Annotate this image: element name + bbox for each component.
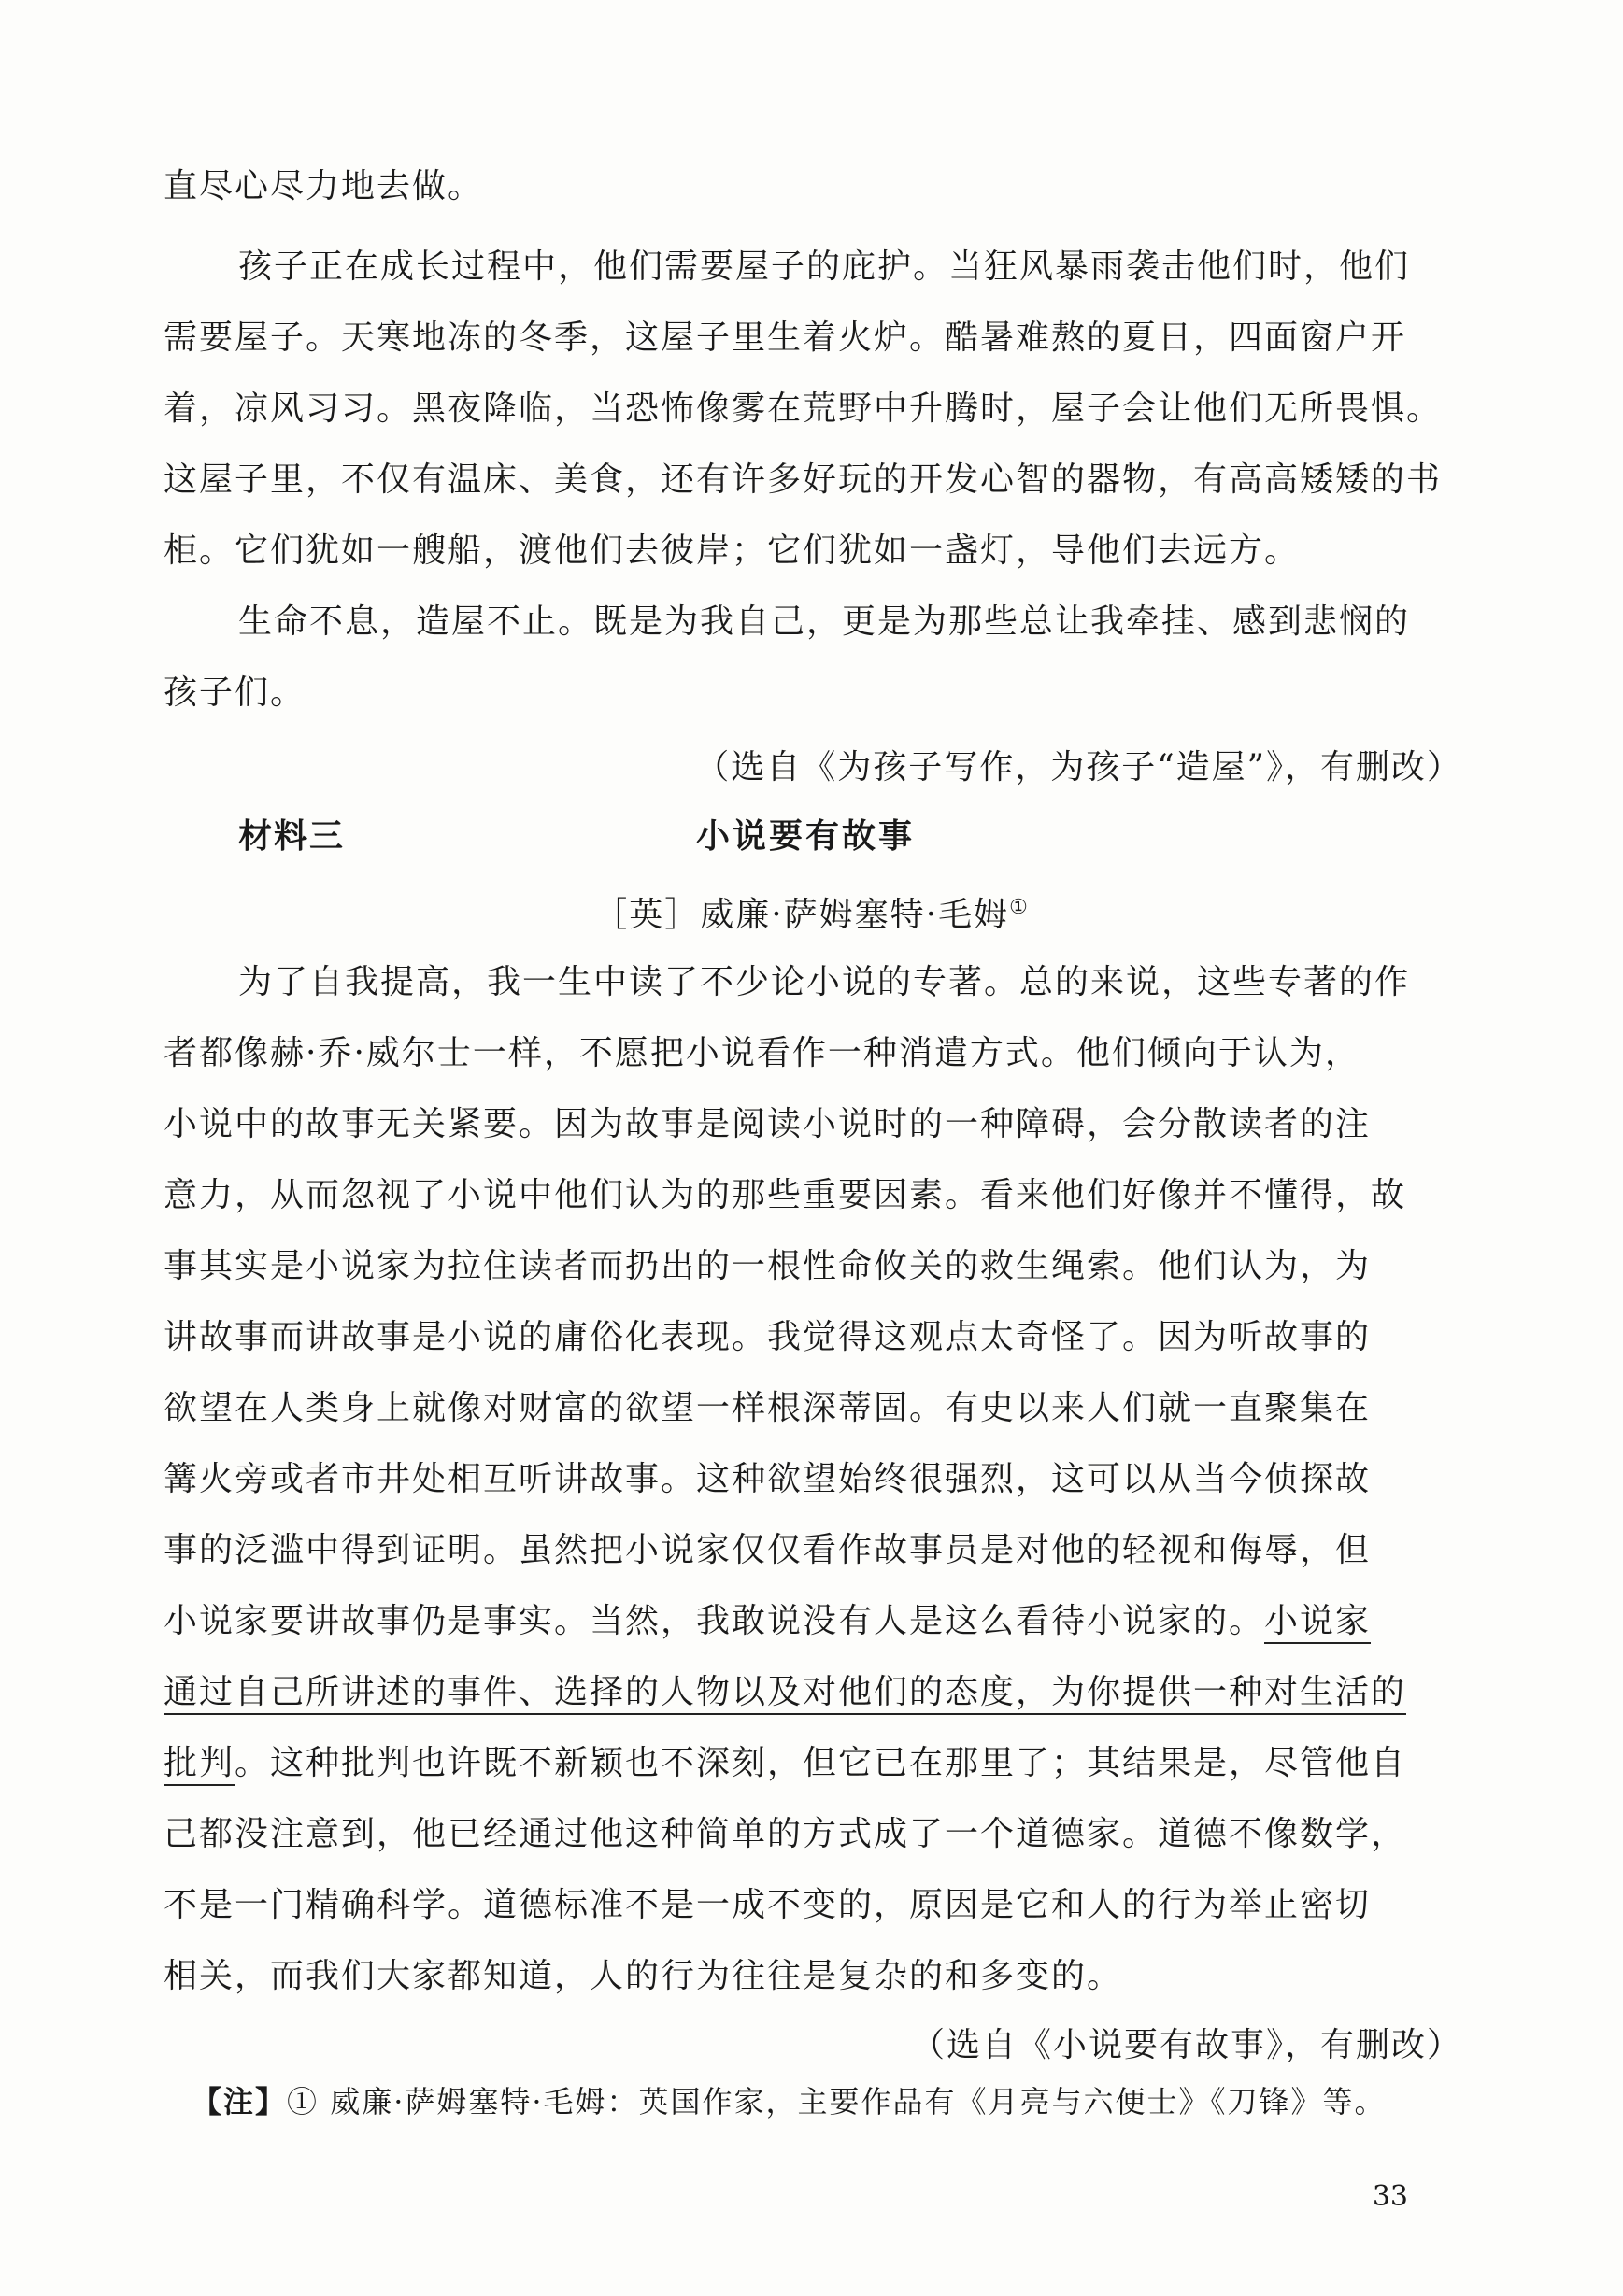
paragraph-line: 生命不息，造屋不止。既是为我自己，更是为那些总让我牵挂、感到悲悯的 [238, 602, 1411, 641]
text-span: 小说家要讲故事仍是事实。当然，我敢说没有人是这么看待小说家的。 [164, 1602, 1265, 1640]
paragraph-line: 孩子正在成长过程中，他们需要屋子的庇护。当狂风暴雨袭击他们时，他们 [238, 248, 1411, 286]
text-line: 孩子们。 [164, 673, 306, 712]
footnote-tag: 【注】 [192, 2084, 288, 2119]
article-title: 小说要有故事 [696, 817, 916, 856]
text-line: 意力，从而忽视了小说中他们认为的那些重要因素。看来他们好像并不懂得，故 [164, 1176, 1407, 1214]
author-name: ［英］威廉·萨姆塞特·毛姆 [593, 896, 1010, 934]
text-line: 柜。它们犹如一艘船，渡他们去彼岸；它们犹如一盏灯，导他们去远方。 [164, 531, 1301, 570]
text-line: 直尽心尽力地去做。 [164, 167, 484, 206]
page-number: 33 [1372, 2180, 1408, 2213]
text-line: 不是一门精确科学。道德标准不是一成不变的，原因是它和人的行为举止密切 [164, 1886, 1372, 1924]
text-line: 事其实是小说家为拉住读者而扔出的一根性命攸关的救生绳索。他们认为，为 [164, 1247, 1372, 1285]
text-line [164, 1599, 1462, 1644]
text-line: 需要屋子。天寒地冻的冬季，这屋子里生着火炉。酷暑难熬的夏日，四面窗户开 [164, 319, 1407, 357]
text-line: 相关，而我们大家都知道，人的行为往往是复杂的和多变的。 [164, 1957, 1123, 1995]
text-line [164, 1741, 1462, 1786]
text-line: 着，凉风习习。黑夜降临，当恐怖像雾在荒野中升腾时，屋子会让他们无所畏惧。 [164, 390, 1443, 428]
underlined-text: 通过自己所讲述的事件、选择的人物以及对他们的态度，为你提供一种对生活的 [164, 1673, 1406, 1715]
text-line: 这屋子里，不仅有温床、美食，还有许多好玩的开发心智的器物，有高高矮矮的书 [164, 461, 1443, 499]
source-citation: （选自《为孩子写作，为孩子“造屋”》，有删改） [695, 748, 1462, 787]
text-line [164, 1670, 1462, 1715]
text-line: 事的泛滥中得到证明。虽然把小说家仅仅看作故事员是对他的轻视和侮辱，但 [164, 1531, 1372, 1569]
material-label: 材料三 [238, 817, 346, 856]
footnote-marker: ① [1009, 896, 1030, 919]
text-line: 篝火旁或者市井处相互听讲故事。这种欲望始终很强烈，这可以从当今侦探故 [164, 1460, 1372, 1498]
text-line: 己都没注意到，他已经通过他这种简单的方式成了一个道德家。道德不像数学， [164, 1815, 1407, 1853]
footnote-text: ① 威廉·萨姆塞特·毛姆：英国作家，主要作品有《月亮与六便士》《刀锋》等。 [287, 2084, 1387, 2119]
text-line: 讲故事而讲故事是小说的庸俗化表现。我觉得这观点太奇怪了。因为听故事的 [164, 1318, 1372, 1356]
text-line: 欲望在人类身上就像对财富的欲望一样根深蒂固。有史以来人们就一直聚集在 [164, 1389, 1372, 1427]
underlined-text: 小说家 [1264, 1602, 1371, 1644]
article-author [0, 886, 1623, 938]
text-line: 者都像赫·乔·威尔士一样，不愿把小说看作一种消遣方式。他们倾向于认为， [164, 1034, 1360, 1072]
underlined-text: 批判 [164, 1744, 235, 1786]
footnote [192, 2081, 1387, 2122]
text-span: 。这种批判也许既不新颖也不深刻，但它已在那里了；其结果是，尽管他自 [235, 1744, 1407, 1782]
paragraph-line: 为了自我提高，我一生中读了不少论小说的专著。总的来说，这些专著的作 [238, 963, 1411, 1001]
text-line: 小说中的故事无关紧要。因为故事是阅读小说时的一种障碍，会分散读者的注 [164, 1105, 1372, 1143]
source-citation: （选自《小说要有故事》，有删改） [910, 2026, 1462, 2064]
